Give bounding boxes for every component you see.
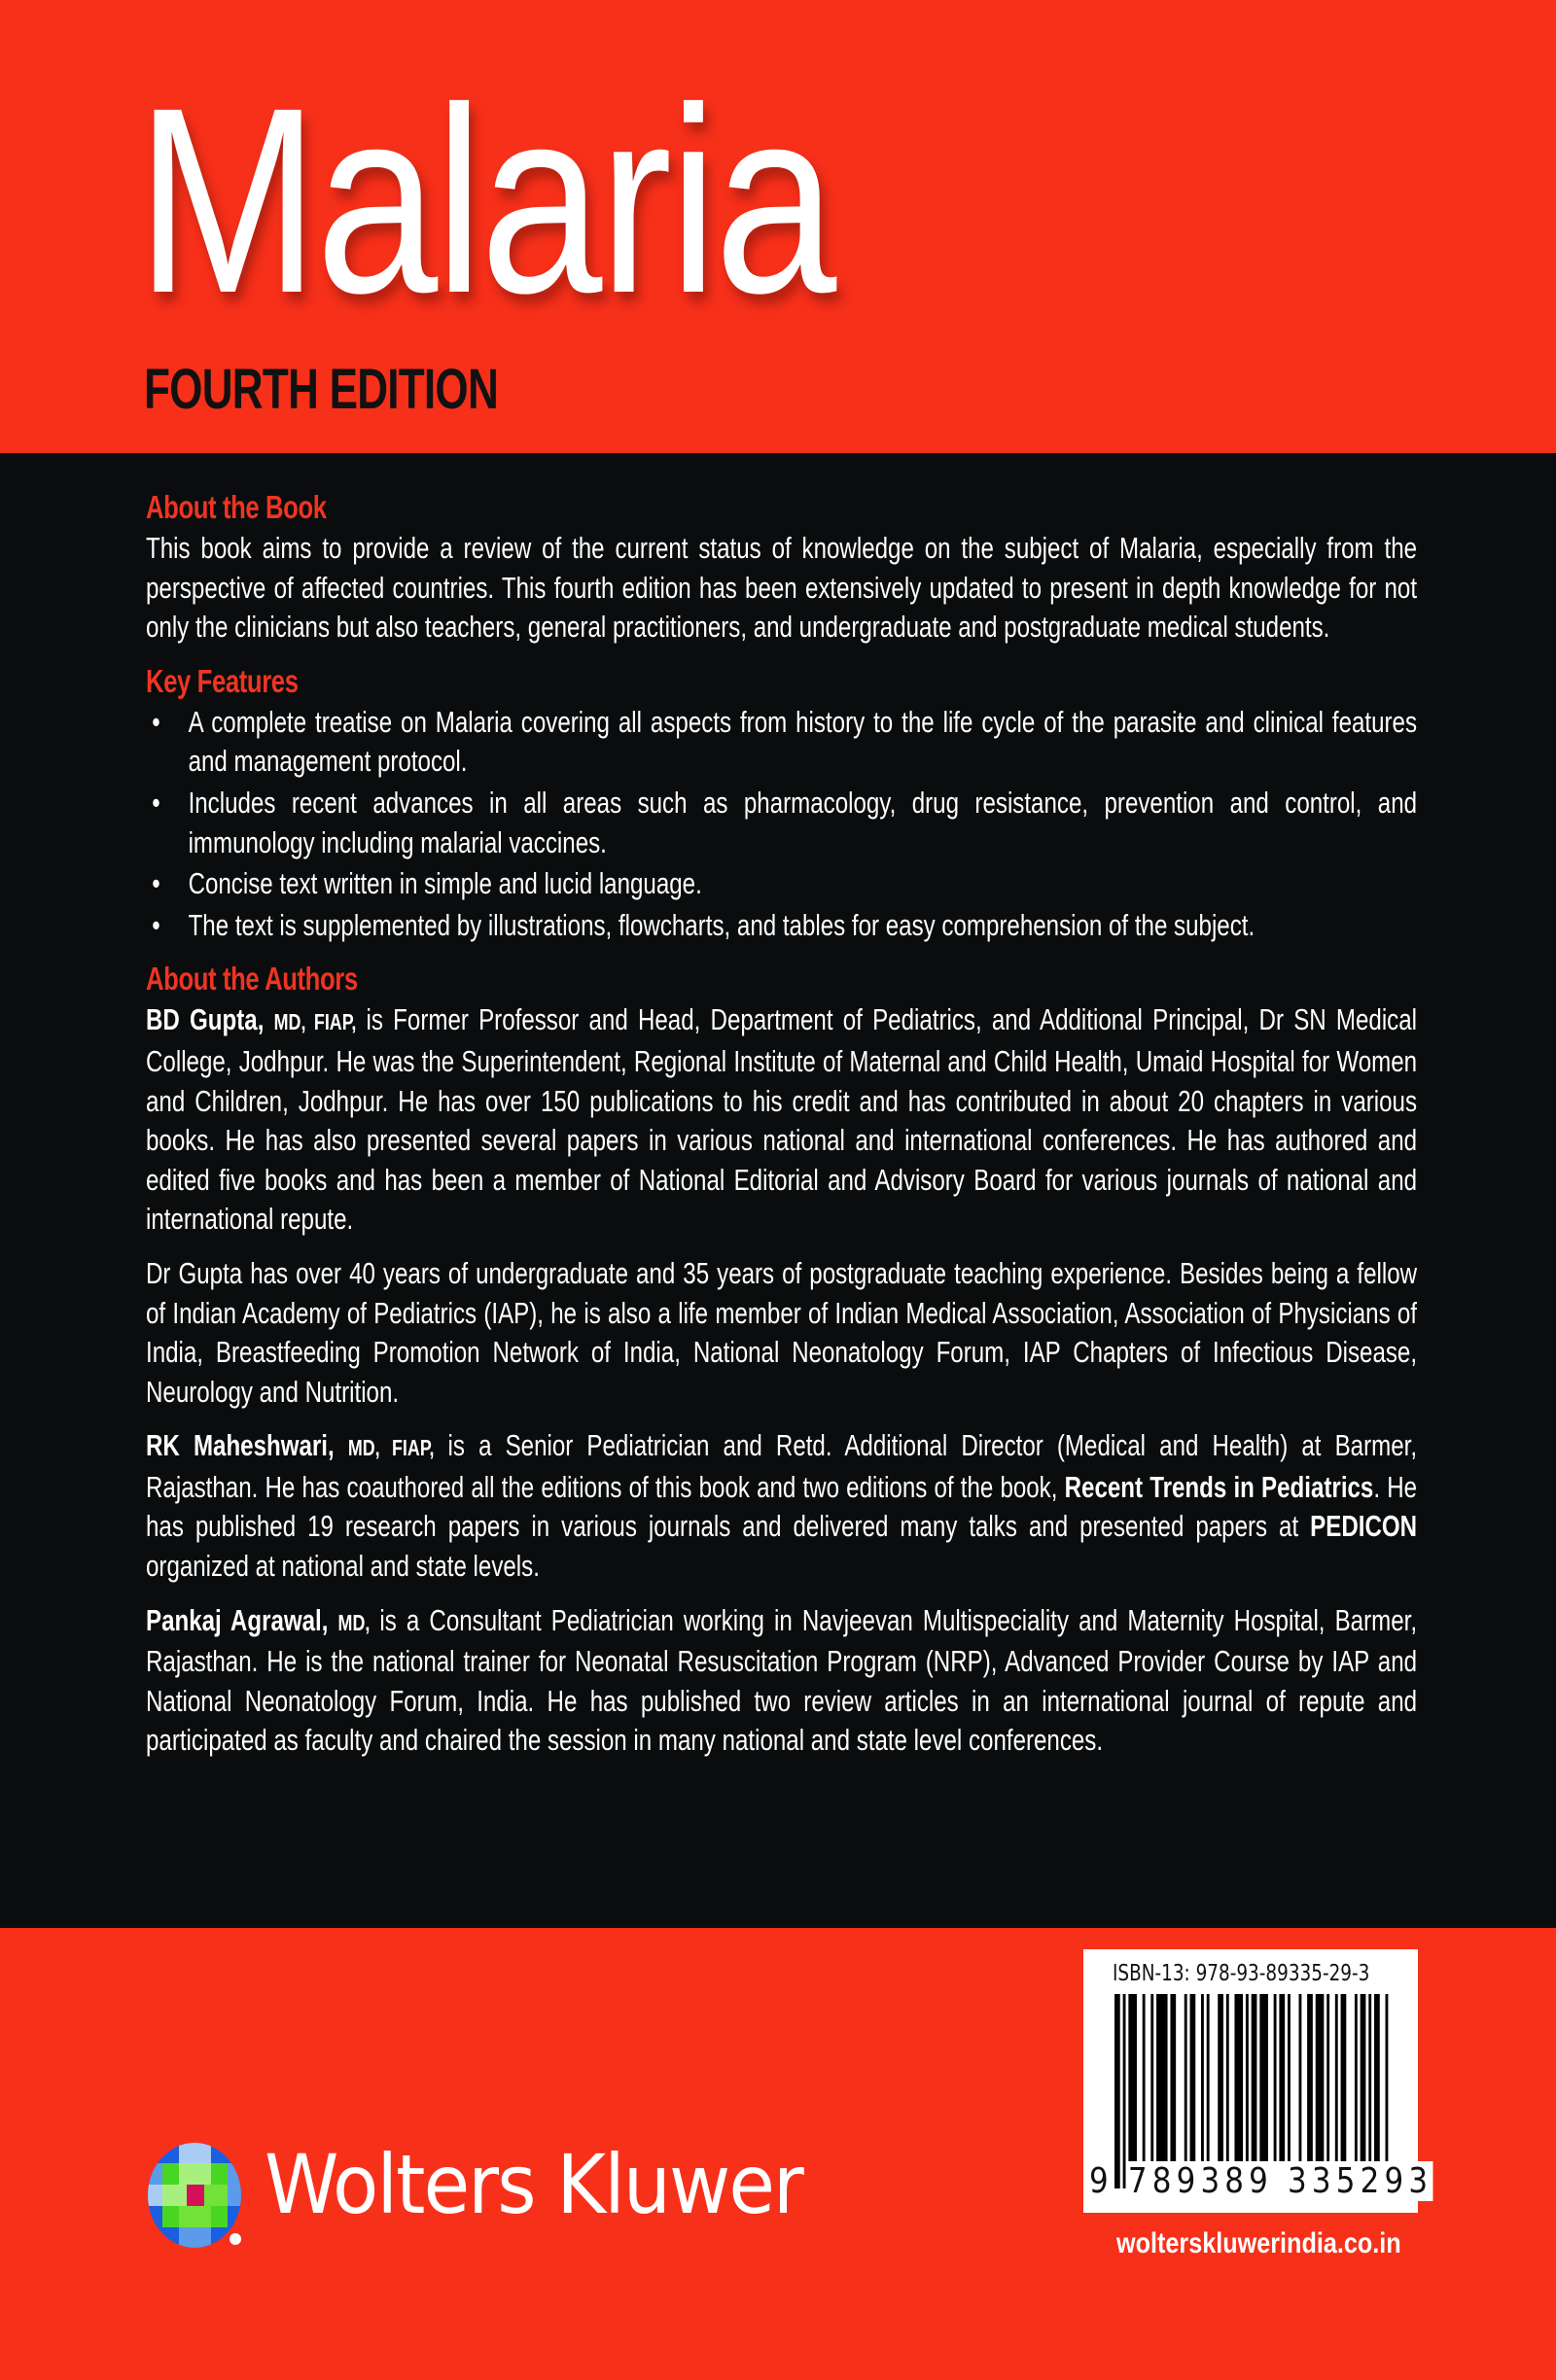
edition-label: FOURTH EDITION [144, 358, 499, 421]
barcode-bar [1316, 1994, 1325, 2161]
about-authors-heading: About the Authors [146, 961, 358, 998]
key-features-heading: Key Features [146, 662, 299, 699]
barcode-bar [1218, 1994, 1223, 2161]
barcode-bar [1288, 1994, 1291, 2161]
barcode-bar [1341, 1994, 1347, 2161]
barcode-bar [1123, 1994, 1126, 2188]
description-column [146, 453, 1417, 1928]
feature-item [146, 906, 1417, 946]
barcode-digit-group: 335293 [1288, 2161, 1433, 2201]
barcode-bar [1201, 1994, 1204, 2161]
barcode-bar [1150, 1994, 1153, 2161]
author-degrees: MD, [337, 1609, 371, 1635]
feature-text: The text is supplemented by illustrations, flowcharts, and tables for easy comprehension of the subject. [188, 907, 1255, 942]
barcode-bar [1252, 1994, 1257, 2188]
about-book-heading: About the Book [146, 489, 327, 525]
author-bio-text: is a Senior Pediatrician and Retd. Additional Director (Medical and Health) at Barmer, Rajasthan. He has coauthored all the editions of this book and two editions of the book, [146, 1428, 1417, 1504]
barcode-bar [1143, 1994, 1146, 2161]
feature-item [146, 864, 1417, 904]
cover-footer [0, 1928, 1556, 2380]
about-book-text: This book aims to provide a review of the current status of knowledge on the subject of Malaria, especially from the perspective of affected countries. This fourth edition has been extensively updated to present in depth knowledge for not only the clinicians but also teachers, general practitioners, and undergraduate and postgraduate medical students. [146, 531, 1417, 645]
wolters-kluwer-globe-icon [146, 2142, 243, 2249]
registered-mark-icon [230, 2233, 241, 2245]
feature-text: A complete treatise on Malaria covering all aspects from history to the life cycle of the parasite and clinical features and management protocol. [188, 704, 1417, 779]
barcode-bar [1386, 1994, 1389, 2188]
book-title: Malaria [136, 52, 833, 348]
feature-text: Includes recent advances in all areas such as pharmacology, drug resistance, prevention and control, and immunology including malarial vaccines. [188, 785, 1417, 859]
author-bio-text: is Former Professor and Head, Department of Pediatrics, and Additional Principal, Dr SN Medical College, Jodhpur. He was the Superintendent, Regional Institute of Maternal and Child Health, Umaid Hospital for Women and Children, Jodhpur. He has over 150 publications to his credit and has contributed in about 20 chapters in various books. He has also presented several papers in various national and international conferences. He has authored and edited five books and has been a member of National Editorial and Advisory Board for various journals of national and international repute. [146, 1002, 1417, 1237]
barcode-digit-group: 789389 [1127, 2161, 1274, 2201]
barcode-bar [1307, 1994, 1313, 2161]
barcode-bar [1170, 1994, 1176, 2161]
feature-item [146, 784, 1417, 862]
barcode-bar [1279, 1994, 1285, 2161]
barcode-bar [1335, 1994, 1338, 2161]
author-bio-agrawal [146, 1601, 1417, 1761]
bullet-icon: • [152, 907, 160, 942]
barcode-bar [1361, 1994, 1366, 2161]
description-content [146, 488, 1417, 1775]
barcode-digit-group: 9 [1089, 2161, 1114, 2201]
bullet-icon: • [152, 785, 160, 820]
author-name: Pankaj Agrawal, [146, 1602, 329, 1637]
barcode-bar [1259, 1994, 1268, 2188]
cover-header [0, 0, 1556, 453]
barcode-bar [1355, 1994, 1358, 2161]
feature-item [146, 703, 1417, 782]
author-bio-text: . He has published 19 research papers in various journals and delivered many talks and presented papers at [146, 1469, 1417, 1544]
publisher-wordmark: Wolters Kluwer [265, 2137, 802, 2232]
isbn-barcode [1083, 1949, 1433, 2213]
feature-text: Concise text written in simple and lucid language. [188, 866, 702, 901]
author-degrees: MD, FIAP, [347, 1435, 435, 1461]
barcode-bar [1114, 1994, 1120, 2188]
isbn-label: ISBN-13: 978-93-89335-29-3 [1113, 1961, 1370, 1986]
bullet-icon: • [152, 866, 160, 901]
barcode-bar [1156, 1994, 1167, 2161]
barcode-bar [1234, 1994, 1243, 2161]
key-features-list [146, 703, 1417, 946]
description-panel [0, 453, 1556, 1928]
author-bio-gupta-continued: Dr Gupta has over 40 years of undergraduate and 35 years of postgraduate teaching experience. Besides being a fellow of Indian Academy of Pediatrics (IAP), he is also a life member of Indian Medical Association, Association of Physicians of India, Breastfeeding Promotion Network of India, National Neonatology Forum, IAP Chapters of Infectious Disease, Neurology and Nutrition. [146, 1255, 1417, 1409]
author-name: BD Gupta, [146, 1002, 265, 1037]
publisher-website[interactable]: wolterskluwerindia.co.in [1116, 2227, 1401, 2259]
author-bio-gupta [146, 1000, 1417, 1240]
event-reference: PEDICON [1310, 1509, 1417, 1544]
barcode-bar [1128, 1994, 1137, 2161]
barcode-digits [1089, 2161, 1433, 2201]
barcode-bar [1326, 1994, 1329, 2161]
barcode-bar [1368, 1994, 1371, 2161]
book-reference: Recent Trends in Pediatrics [1064, 1469, 1374, 1504]
barcode-bar [1226, 1994, 1229, 2161]
barcode-bar [1190, 1994, 1196, 2161]
author-bio-text: organized at national and state levels. [146, 1549, 540, 1584]
author-bio-maheshwari [146, 1426, 1417, 1586]
barcode-bar [1246, 1994, 1249, 2161]
bullet-icon: • [152, 704, 160, 739]
barcode-bar [1299, 1994, 1302, 2161]
author-bio-text: is a Consultant Pediatrician working in Navjeevan Multispeciality and Maternity Hospital, Barmer, Rajasthan. He is the national trainer for Neonatal Resuscitation Program (NRP), Advanced Provider Course by IAP and National Neonatology Forum, India. He has published two review articles in an international journal of repute and participated as faculty and chaired the session in many national and state level conferences. [146, 1602, 1417, 1758]
author-name: RK Maheshwari, [146, 1428, 335, 1463]
barcode-bar [1185, 1994, 1187, 2161]
barcode-bars [1114, 1994, 1397, 2188]
barcode-bar [1207, 1994, 1210, 2161]
barcode-bar [1374, 1994, 1380, 2161]
barcode-bar [1274, 1994, 1277, 2161]
author-degrees: MD, FIAP, [273, 1009, 357, 1035]
